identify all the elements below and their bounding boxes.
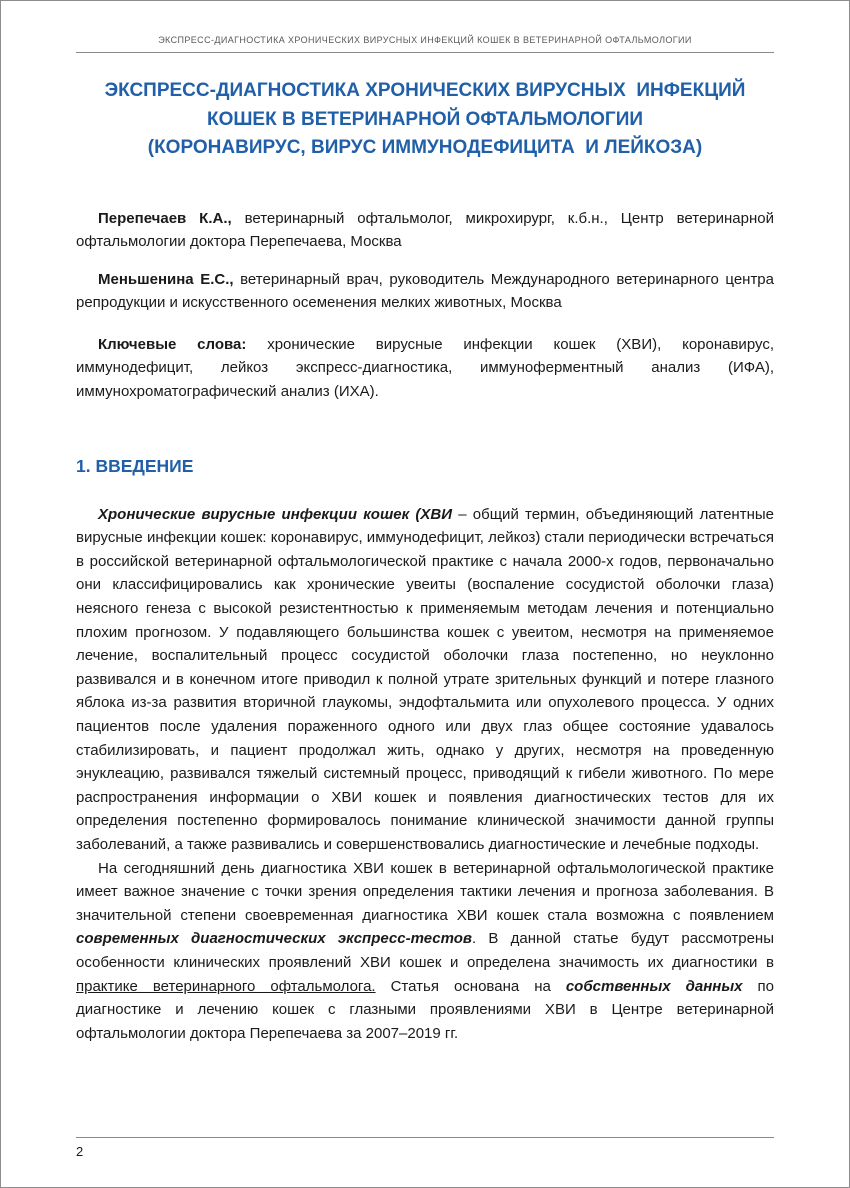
running-header-title: ЭКСПРЕСС-ДИАГНОСТИКА ХРОНИЧЕСКИХ ВИРУСНЫХ ИНФЕКЦИЙ КОШЕК В ВЕТЕРИНАРНОЙ ОФТАЛЬМОЛОГИИ (158, 35, 692, 45)
page-content (1, 1, 849, 1045)
author-1-name: Перепечаев К.А., (98, 209, 232, 227)
intro-p1-lead: Хронические вирусные инфекции кошек (ХВИ (98, 505, 453, 523)
intro-p2-emphasis-own-data: собственных данных (565, 977, 743, 995)
keywords-paragraph (76, 333, 774, 404)
keywords-text: хронические вирусные инфекции кошек (ХВИ), коронавирус, иммунодефицит, лейкоз экспресс-диагностика, иммуноферментный анализ (ИФА), иммунохроматографический анализ (ИХА). (76, 335, 774, 401)
intro-p2-emphasis-express-tests: современных диагностических экспресс-тестов (76, 930, 472, 948)
author-paragraph-2 (76, 268, 774, 315)
header-rule (76, 52, 774, 53)
intro-p2-seg1: На сегодняшний день диагностика ХВИ кошек в ветеринарной офтальмологической практике имеет важное значение с точки зрения определения тактики лечения и прогноза заболевания. В значительной степени своевременная диагностика ХВИ кошек стала возможна с появлением (76, 859, 774, 924)
intro-p2-underlined-practice: практике ветеринарного офтальмолога. (76, 977, 376, 995)
author-1-affiliation: ветеринарный офтальмолог, микрохирург, к.б.н., Центр ветеринарной офтальмологии доктора Перепечаева, Москва (76, 209, 774, 251)
article-title (76, 77, 774, 163)
intro-p2-seg5: Статья основана на (375, 977, 566, 995)
author-2-name: Меньшенина Е.С., (98, 270, 234, 288)
intro-paragraph-2 (76, 857, 774, 1046)
page-footer (76, 1137, 774, 1159)
article-title-line1: ЭКСПРЕСС-ДИАГНОСТИКА ХРОНИЧЕСКИХ ВИРУСНЫХ ИНФЕКЦИЙ (104, 80, 746, 101)
page-number: 2 (76, 1144, 84, 1159)
author-paragraph-1 (76, 207, 774, 254)
intro-p1-rest: – общий термин, объединяющий латентные вирусные инфекции кошек: коронавирус, иммунодефицит, лейкоз) стали периодически встречаться в российской ветеринарной офтальмологической практике с начала 2000-х годов, первоначально они классифицировались как хронические увеиты (воспаление сосудистой оболочки глаза) неясного генеза с высокой резистентностью к применяемым методам лечения и потенциально плохим прогнозом. У подавляющего большинства кошек с увеитом, несмотря на применяемое лечение, воспалительный процесс сосудистой оболочки глаза постепенно, но неуклонно развивался и в конечном итоге приводил к полной утрате зрительных функций и потере глазного яблока из-за развития вторичной глаукомы, эндофтальмита или опухолевого процесса. У одних пациентов после удаления пораженного одного или двух глаз общее состояние удавалось стабилизировать, и пациент продолжал жить, однако у других, несмотря на проведенную энуклеацию, развивался тяжелый системный процесс, приводящий к гибели животного. По мере распространения информации о ХВИ кошек и появления диагностических тестов для их определения постепенно формировалось понимание клинической значимости данной группы заболеваний, а также развивались и совершенствовались диагностические и лечебные подходы. (76, 505, 774, 853)
keywords-label: Ключевые слова: (98, 335, 247, 353)
intro-p2-seg7: по диагностике и лечению кошек с глазными проявлениями ХВИ в Центре ветеринарной офтальмологии доктора Перепечаева за 2007–2019 гг. (76, 977, 774, 1042)
author-2-affiliation: ветеринарный врач, руководитель Международного ветеринарного центра репродукции и искусственного осеменения мелких животных, Москва (76, 270, 774, 312)
running-header (76, 1, 774, 45)
intro-paragraph-1 (76, 503, 774, 857)
article-title-line3: (КОРОНАВИРУС, ВИРУС ИММУНОДЕФИЦИТА И ЛЕЙКОЗА) (147, 137, 703, 158)
section-heading-introduction: 1. ВВЕДЕНИЕ (76, 455, 194, 476)
intro-p2-seg3: . В данной статье будут рассмотрены особенности клинических проявлений ХВИ кошек и определена значимость их диагностики в (76, 930, 774, 971)
article-title-line2: КОШЕК В ВЕТЕРИНАРНОЙ ОФТАЛЬМОЛОГИИ (206, 108, 644, 130)
